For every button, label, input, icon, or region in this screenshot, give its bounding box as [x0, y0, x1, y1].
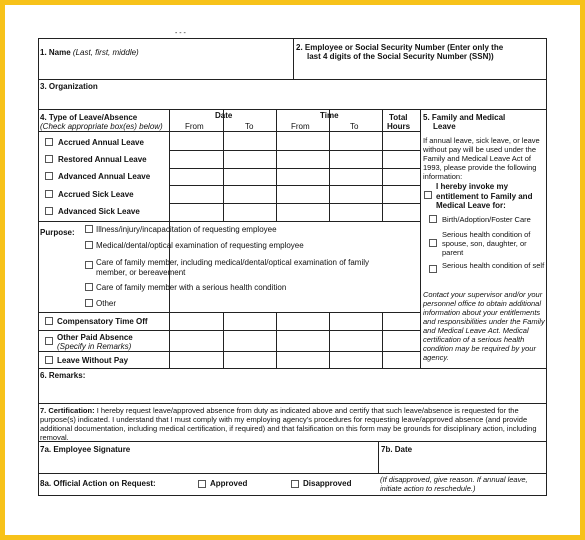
purpose-medical-exam-checkbox[interactable]: [85, 241, 93, 249]
fmla-option: Serious health condition of self: [442, 261, 545, 270]
ssn-input[interactable]: [297, 63, 543, 77]
ssn-label-line2: last 4 digits of the Social Security Number (SSN)): [307, 52, 494, 61]
fmla-title-line2: Leave: [433, 122, 456, 131]
restored-annual-leave-checkbox[interactable]: [45, 155, 53, 163]
purpose-option: Care of family member, including medical/dental/optical examination of family member, or bereavement: [96, 258, 370, 277]
other-paid-absence-hint: (Specify in Remarks): [57, 342, 132, 351]
date-label: 7b. Date: [381, 445, 413, 454]
leave-type-subtitle: (Check appropriate box(es) below): [40, 122, 163, 131]
compensatory-time-checkbox[interactable]: [45, 317, 53, 325]
purpose-serious-health-checkbox[interactable]: [85, 283, 93, 291]
name-input[interactable]: [41, 61, 289, 77]
fmla-option: Birth/Adoption/Foster Care: [442, 215, 531, 224]
purpose-other-checkbox[interactable]: [85, 299, 93, 307]
fmla-intro: If annual leave, sick leave, or leave without pay will be used under the Family and Medical Leave Act of 1993, please provide the following information:: [423, 136, 540, 181]
organization-label: 3. Organization: [40, 82, 98, 91]
leave-type-label: Advanced Sick Leave: [58, 207, 140, 216]
other-paid-absence-checkbox[interactable]: [45, 337, 53, 345]
name-label: 1. Name (Last, first, middle): [40, 48, 139, 57]
fmla-contact-note: Contact your supervisor and/or your personnel office to obtain additional information about your entitlements and responsibilities under the Family and Medical Leave Act. Medical certification of a serious health condition may be required by your agency.: [423, 290, 545, 362]
accrued-sick-leave-checkbox[interactable]: [45, 190, 53, 198]
time-to-header: To: [350, 122, 359, 131]
leave-without-pay-checkbox[interactable]: [45, 356, 53, 364]
purpose-option: Medical/dental/optical examination of requesting employee: [96, 241, 304, 250]
approved-label: Approved: [210, 479, 248, 488]
certification-text: 7. Certification: I hereby request leave/approved absence from duty as indicated above and certify that such leave/absence is requested for the purpose(s) indicated. I understand that I must comply with my employing agency's procedures for requesting leave/approved absence (and provide additional documentation, including medical certification, if required) and that falsification on this form may be grounds for disciplinary action, including removal.: [40, 406, 537, 442]
employee-signature-input[interactable]: [41, 456, 374, 471]
remarks-input[interactable]: [41, 383, 541, 401]
time-from-header: From: [291, 122, 310, 131]
top-marks: - - -: [175, 30, 186, 37]
fmla-self-health-checkbox[interactable]: [429, 265, 437, 273]
compensatory-time-label: Compensatory Time Off: [57, 317, 148, 326]
ssn-label-line1: 2. Employee or Social Security Number (Enter only the: [296, 43, 504, 52]
purpose-option: Other: [96, 299, 117, 308]
date-input[interactable]: [382, 456, 542, 471]
official-action-label: 8a. Official Action on Request:: [40, 479, 156, 488]
purpose-option: Care of family member with a serious health condition: [96, 283, 287, 292]
fmla-title-line1: 5. Family and Medical: [423, 113, 506, 122]
leave-type-label: Restored Annual Leave: [58, 155, 147, 164]
leave-without-pay-label: Leave Without Pay: [57, 356, 129, 365]
purpose-illness-checkbox[interactable]: [85, 225, 93, 233]
purpose-family-care-checkbox[interactable]: [85, 261, 93, 269]
date-from-header: From: [185, 122, 204, 131]
leave-type-title: 4. Type of Leave/Absence: [40, 113, 138, 122]
total-hours-header-line2: Hours: [387, 122, 411, 131]
fmla-family-health-checkbox[interactable]: [429, 239, 437, 247]
form-bottom-border: [38, 495, 547, 496]
invoke-fmla-label: I hereby invoke my entitlement to Family and Medical Leave for:: [436, 182, 533, 210]
disapproved-label: Disapproved: [303, 479, 352, 488]
purpose-option: Illness/injury/incapacitation of requesting employee: [96, 225, 277, 234]
fmla-option: Serious health condition of spouse, son, daughter, or parent: [442, 230, 531, 257]
invoke-fmla-checkbox[interactable]: [424, 191, 432, 199]
leave-type-label: Advanced Annual Leave: [58, 172, 151, 181]
disapproved-checkbox[interactable]: [291, 480, 299, 488]
employee-signature-label: 7a. Employee Signature: [40, 445, 131, 454]
total-hours-header-line1: Total: [389, 113, 408, 122]
date-to-header: To: [245, 122, 254, 131]
advanced-annual-leave-checkbox[interactable]: [45, 172, 53, 180]
accrued-annual-leave-checkbox[interactable]: [45, 138, 53, 146]
organization-input[interactable]: [41, 93, 541, 107]
other-paid-absence-label: Other Paid Absence: [57, 333, 133, 342]
time-column-header: Time: [320, 111, 339, 120]
approved-checkbox[interactable]: [198, 480, 206, 488]
official-action-note: (If disapproved, give reason. If annual leave, initiate action to reschedule.): [380, 475, 528, 493]
date-column-header: Date: [215, 111, 233, 120]
advanced-sick-leave-checkbox[interactable]: [45, 207, 53, 215]
remarks-label: 6. Remarks:: [40, 371, 86, 380]
fmla-birth-adoption-checkbox[interactable]: [429, 215, 437, 223]
leave-type-label: Accrued Sick Leave: [58, 190, 134, 199]
purpose-label: Purpose:: [40, 228, 75, 237]
leave-type-label: Accrued Annual Leave: [58, 138, 144, 147]
leave-request-form: [5, 5, 580, 535]
